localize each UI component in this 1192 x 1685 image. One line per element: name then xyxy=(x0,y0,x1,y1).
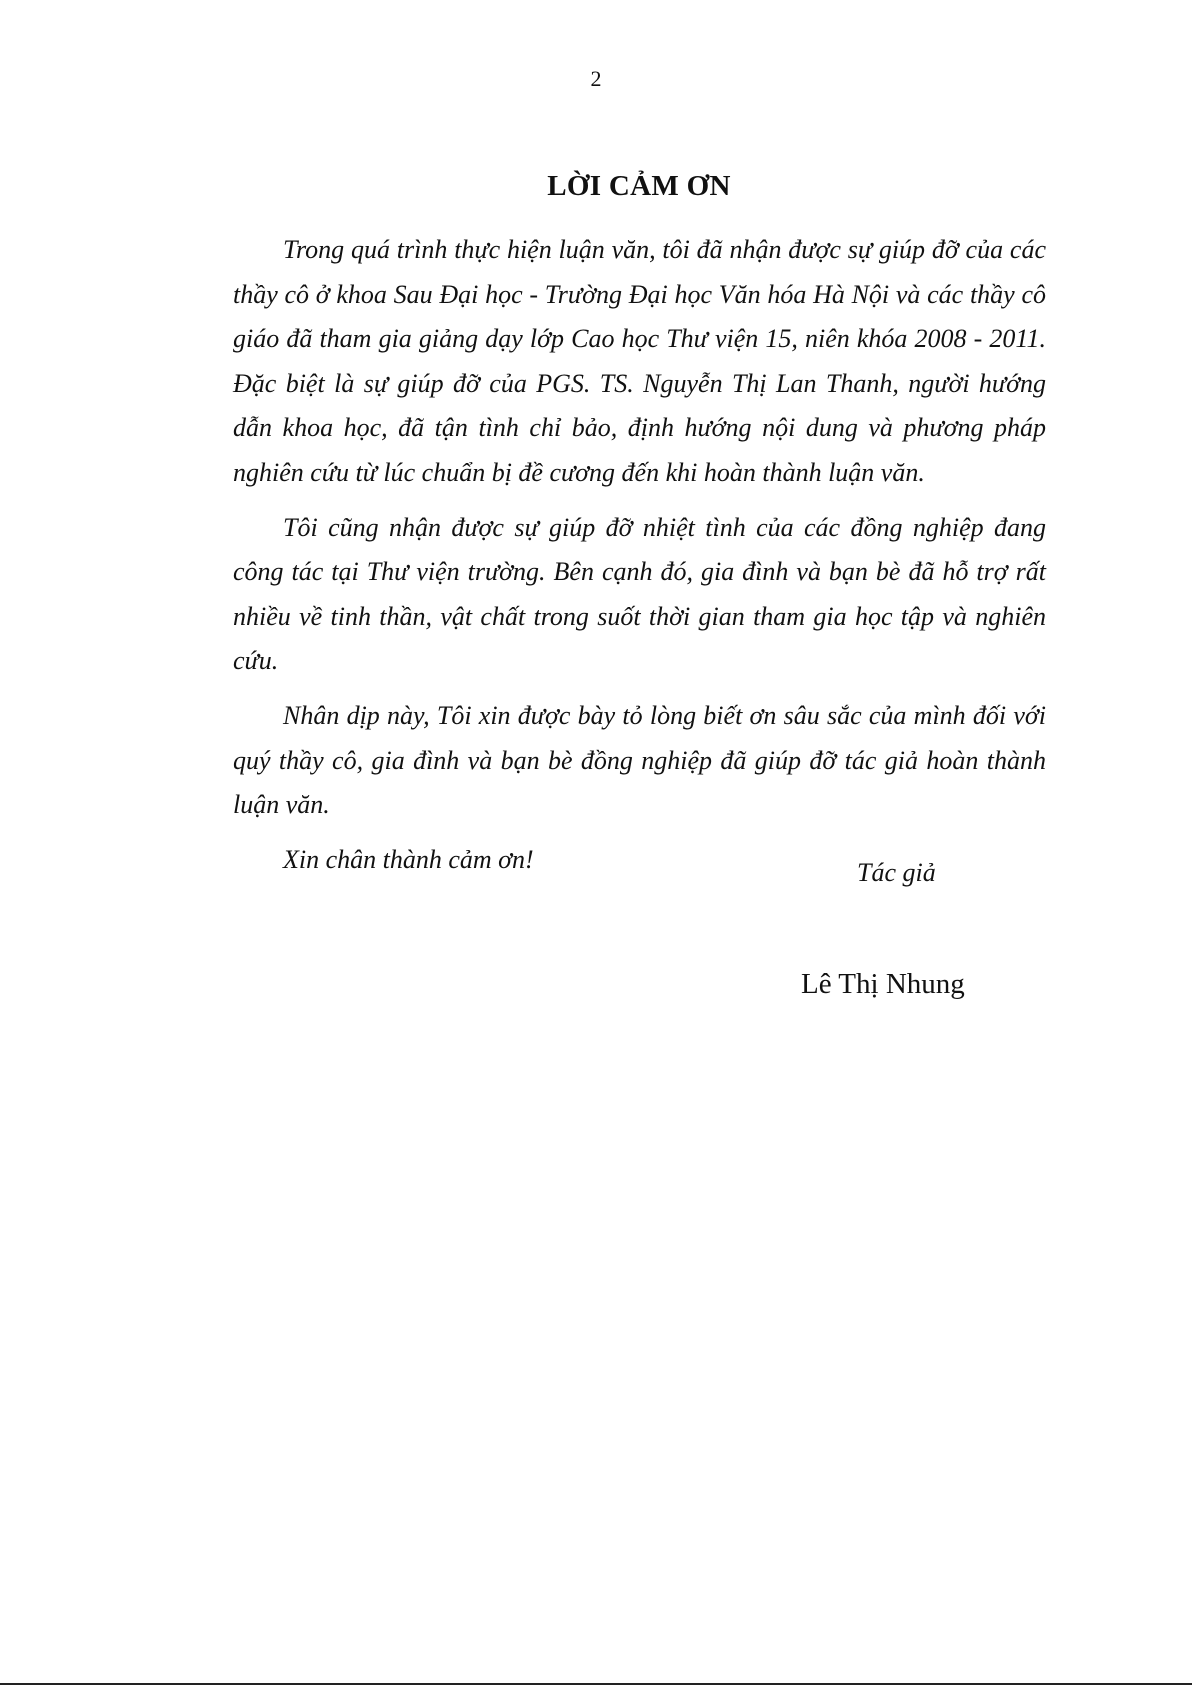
signature-role: Tác giả xyxy=(857,858,936,887)
signature-name: Lê Thị Nhung xyxy=(801,968,965,1000)
paragraph-2: Tôi cũng nhận được sự giúp đỡ nhiệt tình của các đồng nghiệp đang công tác tại Thư viện trường. Bên cạnh đó, gia đình và bạn bè đã hỗ trợ rất nhiều về tinh thần, vật chất trong suốt thời gian tham gia học tập và nghiên cứu. xyxy=(233,512,1046,676)
paragraph-1: Trong quá trình thực hiện luận văn, tôi đã nhận được sự giúp đỡ của các thầy cô ở khoa Sau Đại học - Trường Đại học Văn hóa Hà Nội và các thầy cô giáo đã tham gia giảng dạy lớp Cao học Thư viện 15, niên khóa 2008 - 2011. Đặc biệt là sự giúp đỡ của PGS. TS. Nguyễn Thị Lan Thanh, người hướng dẫn khoa học, đã tận tình chỉ bảo, định hướng nội dung và phương pháp nghiên cứu từ lúc chuẩn bị đề cương đến khi hoàn thành luận văn. xyxy=(233,235,1046,487)
paragraph-3: Nhân dịp này, Tôi xin được bày tỏ lòng biết ơn sâu sắc của mình đối với quý thầy cô, gia đình và bạn bè đồng nghiệp đã giúp đỡ tác giả hoàn thành luận văn. xyxy=(233,700,1046,820)
page-title: LỜI CẢM ƠN xyxy=(547,170,731,202)
acknowledgement-body xyxy=(233,228,1046,892)
page-number: 2 xyxy=(590,66,602,91)
closing-thanks: Xin chân thành cảm ơn! xyxy=(283,844,534,874)
